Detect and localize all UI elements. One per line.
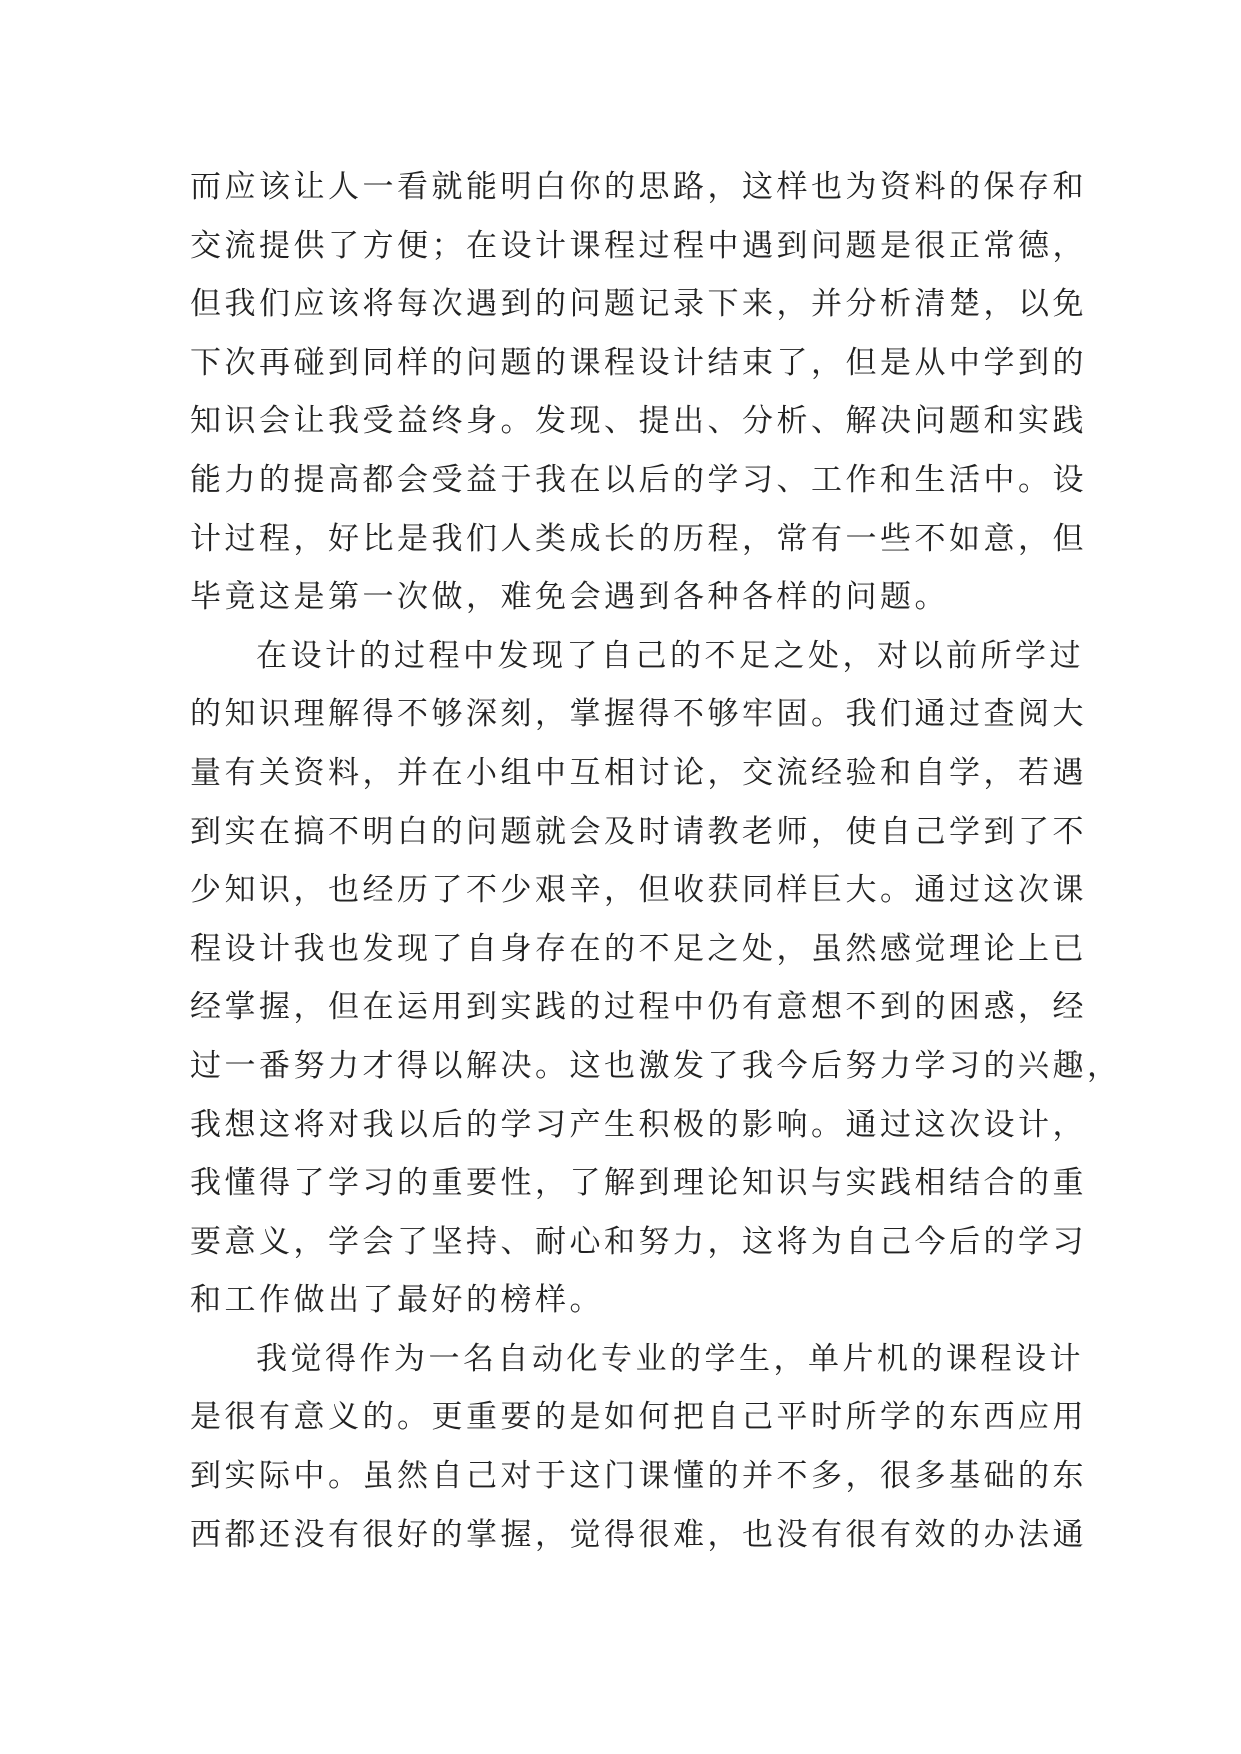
paragraph-start-line: 在设计的过程中发现了自己的不足之处，对以前所学过 <box>256 637 1084 674</box>
text-line: 量有关资料，并在小组中互相讨论，交流经验和自学，若遇 <box>190 754 1087 791</box>
text-line: 我懂得了学习的重要性，了解到理论知识与实践相结合的重 <box>190 1165 1087 1202</box>
text-line: 能力的提高都会受益于我在以后的学习、工作和生活中。设 <box>190 461 1087 498</box>
text-line: 到实际中。虽然自己对于这门课懂的并不多，很多基础的东 <box>190 1458 1087 1495</box>
text-line: 而应该让人一看就能明白你的思路，这样也为资料的保存和 <box>190 169 1087 205</box>
text-line: 过一番努力才得以解决。这也激发了我今后努力学习的兴趣， <box>190 1047 1122 1084</box>
text-line: 我想这将对我以后的学习产生积极的影响。通过这次设计， <box>190 1106 1087 1143</box>
text-line: 到实在搞不明白的问题就会及时请教老师，使自己学到了不 <box>190 813 1087 850</box>
text-line: 毕竟这是第一次做，难免会遇到各种各样的问题。 <box>190 579 949 616</box>
body-text <box>190 158 1122 1564</box>
text-line: 程设计我也发现了自身存在的不足之处，虽然感觉理论上已 <box>190 930 1087 967</box>
text-line: 下次再碰到同样的问题的课程设计结束了，但是从中学到的 <box>190 344 1087 381</box>
text-line: 少知识，也经历了不少艰辛，但收获同样巨大。通过这次课 <box>190 872 1087 909</box>
text-line: 知识会让我受益终身。发现、提出、分析、解决问题和实践 <box>190 403 1087 440</box>
text-line: 交流提供了方便；在设计课程过程中遇到问题是很正常德， <box>190 227 1087 264</box>
text-line: 要意义，学会了坚持、耐心和努力，这将为自己今后的学习 <box>190 1223 1087 1260</box>
text-line: 的知识理解得不够深刻，掌握得不够牢固。我们通过查阅大 <box>190 696 1087 733</box>
text-line: 西都还没有很好的掌握，觉得很难，也没有很有效的办法通 <box>190 1516 1087 1553</box>
text-line: 和工作做出了最好的榜样。 <box>190 1282 604 1319</box>
text-line: 但我们应该将每次遇到的问题记录下来，并分析清楚，以免 <box>190 286 1087 323</box>
paragraph-start-line: 我觉得作为一名自动化专业的学生，单片机的课程设计 <box>256 1340 1084 1377</box>
text-line: 经掌握，但在运用到实践的过程中仍有意想不到的困惑，经 <box>190 989 1087 1026</box>
text-line: 是很有意义的。更重要的是如何把自己平时所学的东西应用 <box>190 1399 1087 1436</box>
text-line: 计过程，好比是我们人类成长的历程，常有一些不如意，但 <box>190 520 1087 557</box>
